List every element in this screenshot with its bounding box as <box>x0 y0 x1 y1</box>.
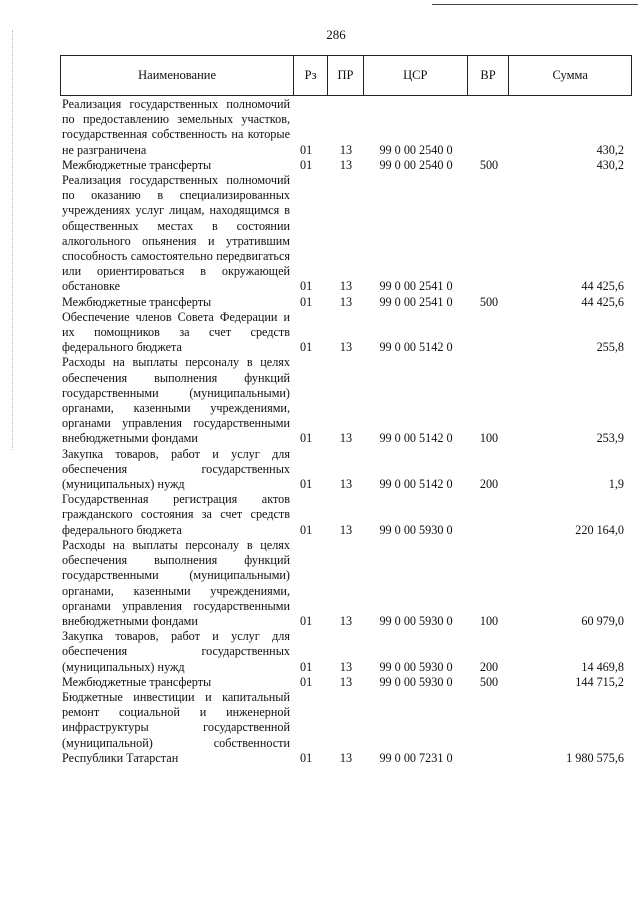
cell-name: Обеспечение членов Совета Федерации и их помощников за счет средств федерального бюджета <box>62 309 290 355</box>
cell-pr: 13 <box>339 142 353 157</box>
cell-vr: 100 <box>479 613 499 628</box>
table-row <box>60 675 632 690</box>
cell-sum: 430,2 <box>596 142 624 157</box>
margin-dots <box>12 30 13 450</box>
header-csr: ЦСР <box>364 56 468 95</box>
cell-csr: 99 0 00 5930 0 <box>379 674 453 689</box>
cell-rz: 01 <box>300 142 313 157</box>
cell-pr: 13 <box>339 674 353 689</box>
cell-rz: 01 <box>300 279 313 294</box>
cell-pr: 13 <box>339 157 353 172</box>
cell-name: Бюджетные инвестиции и капитальный ремонт социальной и инженерной инфраструктуры государственной (муниципальной) собственности Республики Татарстан <box>62 689 290 765</box>
header-vr: ВР <box>468 56 510 95</box>
cell-sum: 44 425,6 <box>581 294 624 309</box>
table-row <box>60 538 632 629</box>
cell-csr: 99 0 00 5142 0 <box>379 340 453 355</box>
cell-rz: 01 <box>300 659 313 674</box>
header-rz: Рз <box>294 56 328 95</box>
table-row <box>60 310 632 356</box>
cell-name: Межбюджетные трансферты <box>62 294 212 309</box>
cell-csr: 99 0 00 5142 0 <box>379 431 453 446</box>
cell-rz: 01 <box>300 522 313 537</box>
table-body <box>60 97 632 766</box>
cell-sum: 253,9 <box>596 431 624 446</box>
cell-pr: 13 <box>339 279 353 294</box>
cell-name: Реализация государственных полномочий по оказанию в специализированных учреждениях услуг лицам, находящимся в общественных местах в состоянии алкогольного опьянения и утратившим способность самостоятельно передвигаться или ориентироваться в окружающей обстановке <box>62 173 290 294</box>
cell-csr: 99 0 00 5930 0 <box>379 522 453 537</box>
table-row <box>60 492 632 538</box>
table-row <box>60 173 632 295</box>
cell-vr: 500 <box>479 157 499 172</box>
table-row <box>60 158 632 173</box>
cell-csr: 99 0 00 5930 0 <box>379 613 453 628</box>
cell-rz: 01 <box>300 340 313 355</box>
header-pr: ПР <box>328 56 364 95</box>
cell-pr: 13 <box>339 340 353 355</box>
cell-rz: 01 <box>300 674 313 689</box>
cell-sum: 1 980 575,6 <box>566 750 624 765</box>
cell-csr: 99 0 00 7231 0 <box>379 750 453 765</box>
table-row <box>60 295 632 310</box>
table-row <box>60 629 632 675</box>
cell-name: Закупка товаров, работ и услуг для обеспечения государственных (муниципальных) нужд <box>62 446 290 492</box>
cell-vr: 500 <box>479 674 499 689</box>
cell-name: Межбюджетные трансферты <box>62 674 212 689</box>
top-rule <box>432 4 638 5</box>
cell-sum: 144 715,2 <box>575 674 624 689</box>
header-name: Наименование <box>61 56 294 95</box>
table-row <box>60 355 632 446</box>
cell-pr: 13 <box>339 431 353 446</box>
cell-csr: 99 0 00 2541 0 <box>379 279 453 294</box>
cell-sum: 60 979,0 <box>581 613 624 628</box>
cell-csr: 99 0 00 5142 0 <box>379 477 453 492</box>
cell-csr: 99 0 00 2541 0 <box>379 294 453 309</box>
cell-pr: 13 <box>339 294 353 309</box>
cell-sum: 1,9 <box>608 477 624 492</box>
cell-sum: 220 164,0 <box>575 522 624 537</box>
cell-csr: 99 0 00 2540 0 <box>379 142 453 157</box>
cell-rz: 01 <box>300 750 313 765</box>
cell-vr: 500 <box>479 294 499 309</box>
cell-csr: 99 0 00 5930 0 <box>379 659 453 674</box>
cell-pr: 13 <box>339 750 353 765</box>
cell-pr: 13 <box>339 659 353 674</box>
cell-vr: 100 <box>479 431 499 446</box>
cell-rz: 01 <box>300 613 313 628</box>
cell-rz: 01 <box>300 431 313 446</box>
page-number: 286 <box>326 27 346 42</box>
cell-sum: 430,2 <box>596 157 624 172</box>
cell-sum: 255,8 <box>596 340 624 355</box>
cell-pr: 13 <box>339 522 353 537</box>
cell-name: Государственная регистрация актов гражданского состояния за счет средств федерального бюджета <box>62 492 290 537</box>
cell-rz: 01 <box>300 477 313 492</box>
table-row <box>60 97 632 158</box>
cell-csr: 99 0 00 2540 0 <box>379 157 453 172</box>
cell-rz: 01 <box>300 157 313 172</box>
table-header <box>60 55 632 96</box>
cell-rz: 01 <box>300 294 313 309</box>
table-row <box>60 447 632 493</box>
table-row <box>60 690 632 766</box>
cell-pr: 13 <box>339 613 353 628</box>
header-sum: Сумма <box>552 68 588 82</box>
cell-name: Реализация государственных полномочий по предоставлению земельных участков, государственная собственность на которые не разграничена <box>62 97 290 157</box>
cell-sum: 14 469,8 <box>581 659 624 674</box>
cell-name: Закупка товаров, работ и услуг для обеспечения государственных (муниципальных) нужд <box>62 629 290 674</box>
cell-pr: 13 <box>339 477 353 492</box>
cell-name: Расходы на выплаты персоналу в целях обеспечения выполнения функций государственными (муниципальными) органами, казенными учреждениями, органами управления государственными внебюджетными фондами <box>62 355 290 446</box>
cell-vr: 200 <box>479 477 499 492</box>
cell-sum: 44 425,6 <box>581 279 624 294</box>
cell-name: Расходы на выплаты персоналу в целях обеспечения выполнения функций государственными (муниципальными) органами, казенными учреждениями, органами управления государственными внебюджетными фондами <box>62 537 290 628</box>
cell-vr: 200 <box>479 659 499 674</box>
cell-name: Межбюджетные трансферты <box>62 157 212 172</box>
